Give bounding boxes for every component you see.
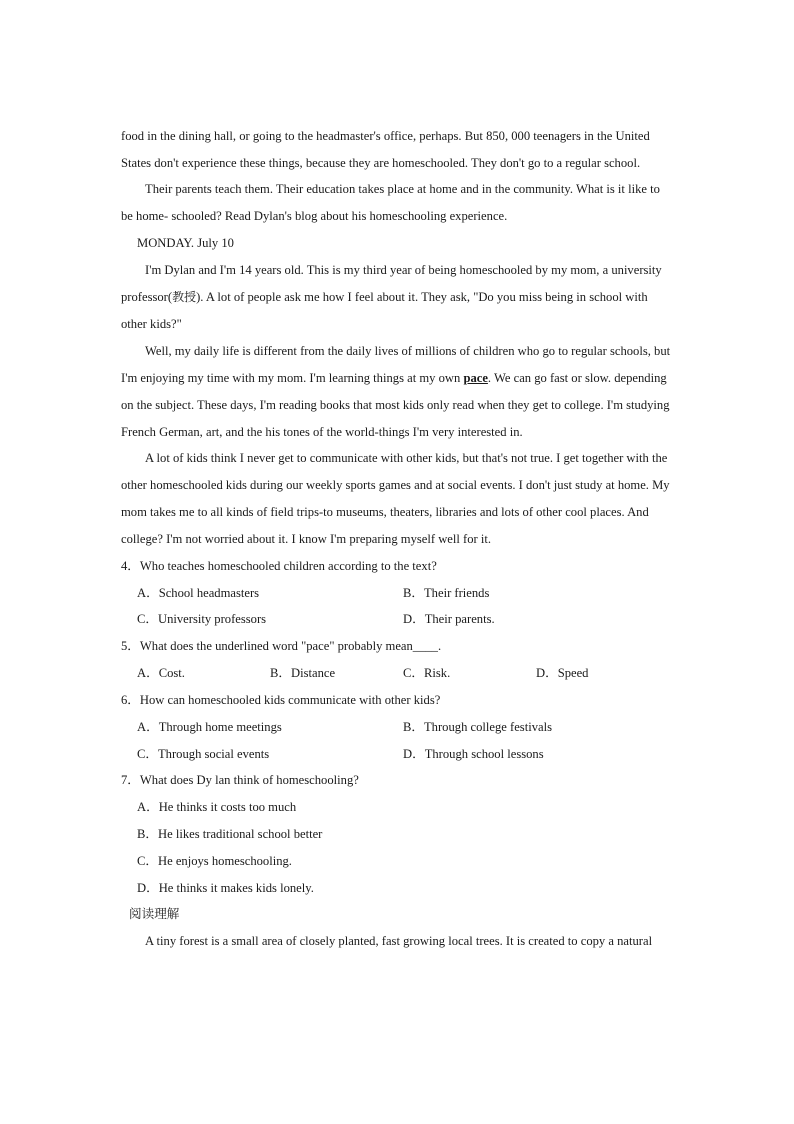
answer-option[interactable]: A．He thinks it costs too much <box>137 800 297 814</box>
passage-line: A tiny forest is a small area of closely planted, fast growing local trees. It is created to copy a natural <box>145 934 653 948</box>
answer-option[interactable]: B．Distance <box>270 666 336 680</box>
answer-option[interactable]: A．Cost. <box>137 666 185 680</box>
passage-line: French German, art, and the his tones of the world-things I'm very interested in. <box>121 425 523 439</box>
passage-line: other kids?" <box>121 317 182 331</box>
passage-line: mom takes me to all kinds of field trips-to museums, theaters, libraries and lots of other cool places. And <box>121 505 649 519</box>
passage-line: on the subject. These days, I'm reading books that most kids only read when they get to college. I'm studying <box>121 398 670 412</box>
answer-option[interactable]: A．School headmasters <box>137 586 260 600</box>
answer-option[interactable]: D．Their parents. <box>403 612 495 626</box>
question-stem: 4．Who teaches homeschooled children according to the text? <box>121 559 437 573</box>
passage-line: Their parents teach them. Their education takes place at home and in the community. What is it like to <box>145 182 660 196</box>
answer-option[interactable]: B．Their friends <box>403 586 490 600</box>
answer-option[interactable]: A．Through home meetings <box>137 720 282 734</box>
answer-option[interactable]: C．Risk. <box>403 666 451 680</box>
blog-date: MONDAY. July 10 <box>137 236 234 250</box>
question-stem: 6．How can homeschooled kids communicate with other kids? <box>121 693 441 707</box>
answer-option[interactable]: B．He likes traditional school better <box>137 827 323 841</box>
passage-line: food in the dining hall, or going to the headmaster's office, perhaps. But 850, 000 teenagers in the United <box>121 129 650 143</box>
passage-text: I'm enjoying my time with my mom. I'm learning things at my own <box>121 371 464 385</box>
answer-option[interactable]: B．Through college festivals <box>403 720 552 734</box>
passage-text: professor( <box>121 290 173 304</box>
passage-line: other homeschooled kids during our weekly sports games and at social events. I don't just study at home. My <box>121 478 670 492</box>
passage-line: be home- schooled? Read Dylan's blog about his homeschooling experience. <box>121 209 508 223</box>
chinese-gloss: 教授 <box>172 290 197 304</box>
passage-line: I'm Dylan and I'm 14 years old. This is my third year of being homeschooled by my mom, a university <box>145 263 662 277</box>
answer-option[interactable]: C．He enjoys homeschooling. <box>137 854 292 868</box>
passage-text: . We can go fast or slow. depending <box>487 371 667 385</box>
question-stem: 7．What does Dy lan think of homeschooling? <box>121 773 359 787</box>
answer-option[interactable]: C．University professors <box>137 612 267 626</box>
passage-text: ). A lot of people ask me how I feel about it. They ask, "Do you miss being in school with <box>196 290 648 304</box>
answer-option[interactable]: D．Through school lessons <box>403 747 544 761</box>
passage-line: college? I'm not worried about it. I know I'm preparing myself well for it. <box>121 532 492 546</box>
passage-line <box>121 289 648 305</box>
section-heading: 阅读理解 <box>129 906 180 921</box>
question-stem: 5．What does the underlined word "pace" probably mean____. <box>121 639 442 653</box>
passage-line: Well, my daily life is different from the daily lives of millions of children who go to regular schools, but <box>145 344 671 358</box>
passage-line: States don't experience these things, because they are homeschooled. They don't go to a regular school. <box>121 156 641 170</box>
passage-line: A lot of kids think I never get to communicate with other kids, but that's not true. I get together with the <box>145 451 668 465</box>
answer-option[interactable]: D．Speed <box>536 666 589 680</box>
answer-option[interactable]: D．He thinks it makes kids lonely. <box>137 881 314 895</box>
underlined-word-pace: pace <box>463 371 488 385</box>
passage-line <box>121 370 667 386</box>
answer-option[interactable]: C．Through social events <box>137 747 270 761</box>
